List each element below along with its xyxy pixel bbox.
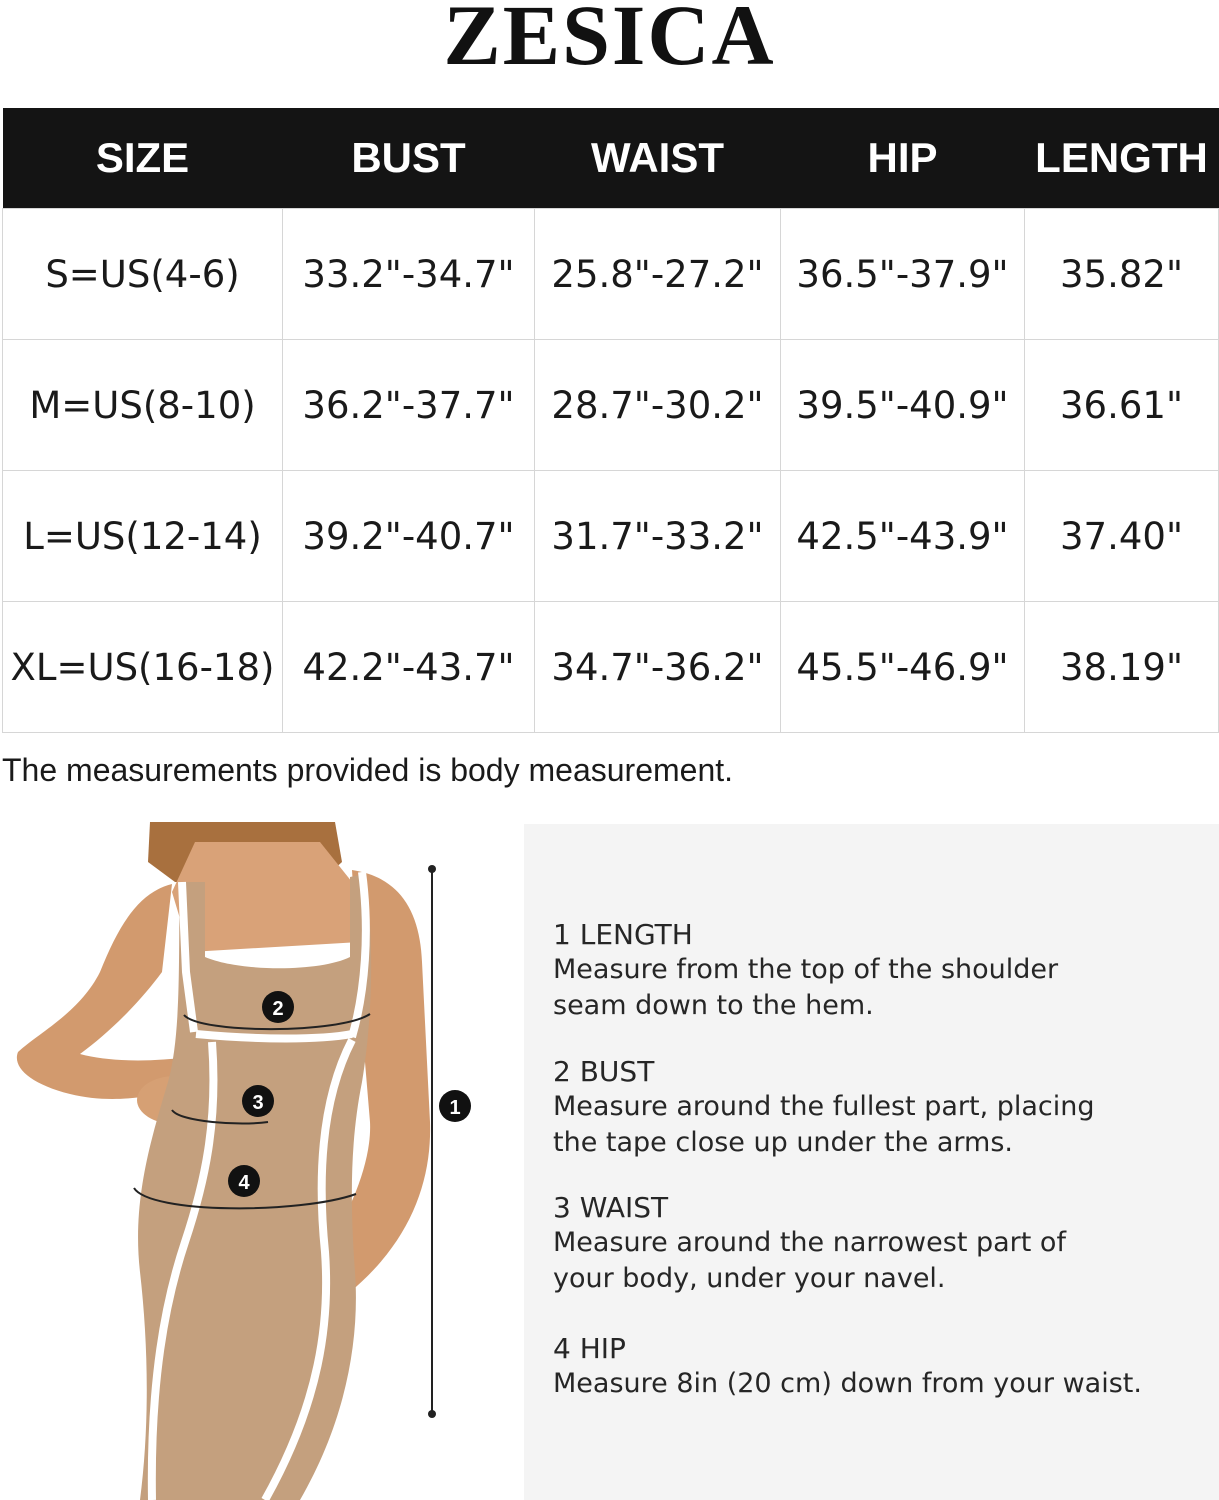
cell-bust: 36.2"-37.7": [283, 340, 535, 471]
brand-logo: ZESICA: [443, 0, 776, 83]
cell-hip: 36.5"-37.9": [781, 209, 1025, 340]
cell-length: 37.40": [1025, 471, 1219, 602]
table-row: [3, 471, 1219, 602]
cell-bust: 42.2"-43.7": [283, 602, 535, 733]
dress-model-illustration: [0, 822, 500, 1500]
length-measure-bottom-dot: [428, 1410, 436, 1418]
instruction-text: Measure 8in (20 cm) down from your waist.: [553, 1368, 1142, 1399]
header-waist: WAIST: [535, 108, 781, 209]
instruction-text: the tape close up under the arms.: [553, 1127, 1013, 1158]
marker-1-label: 1: [449, 1097, 461, 1119]
marker-3-label: 3: [252, 1092, 264, 1114]
table-header-row: [3, 108, 1219, 209]
cell-waist: 31.7"-33.2": [535, 471, 781, 602]
header-size: SIZE: [3, 108, 283, 209]
size-chart-table: [2, 108, 1219, 733]
cell-waist: 34.7"-36.2": [535, 602, 781, 733]
cell-waist: 25.8"-27.2": [535, 209, 781, 340]
cell-hip: 42.5"-43.9": [781, 471, 1025, 602]
cell-bust: 39.2"-40.7": [283, 471, 535, 602]
marker-2-label: 2: [272, 998, 284, 1020]
cell-length: 38.19": [1025, 602, 1219, 733]
measurement-note: The measurements provided is body measurement.: [2, 752, 734, 788]
instruction-waist: [553, 1191, 1193, 1297]
marker-4-label: 4: [238, 1172, 250, 1194]
cell-length: 35.82": [1025, 209, 1219, 340]
instruction-title: 4 HIP: [553, 1332, 626, 1365]
header-length: LENGTH: [1025, 108, 1219, 209]
cell-waist: 28.7"-30.2": [535, 340, 781, 471]
cell-hip: 45.5"-46.9": [781, 602, 1025, 733]
instruction-hip: [553, 1332, 1193, 1402]
cell-size: L=US(12-14): [3, 471, 283, 602]
instruction-title: 2 BUST: [553, 1055, 655, 1088]
instruction-text: your body, under your navel.: [553, 1263, 946, 1294]
cell-hip: 39.5"-40.9": [781, 340, 1025, 471]
header-hip: HIP: [781, 108, 1025, 209]
instruction-title: 3 WAIST: [553, 1191, 669, 1224]
instruction-text: Measure around the narrowest part of: [553, 1227, 1066, 1258]
cell-length: 36.61": [1025, 340, 1219, 471]
cell-size: XL=US(16-18): [3, 602, 283, 733]
cell-size: S=US(4-6): [3, 209, 283, 340]
skin-left-arm: [17, 884, 190, 1099]
instruction-text: Measure from the top of the shoulder: [553, 954, 1059, 985]
instruction-title: 1 LENGTH: [553, 918, 693, 951]
table-row: [3, 340, 1219, 471]
table-row: [3, 209, 1219, 340]
instruction-bust: [553, 1055, 1193, 1161]
cell-bust: 33.2"-34.7": [283, 209, 535, 340]
instruction-text: Measure around the fullest part, placing: [553, 1091, 1095, 1122]
header-bust: BUST: [283, 108, 535, 209]
instruction-text: seam down to the hem.: [553, 990, 874, 1021]
cell-size: M=US(8-10): [3, 340, 283, 471]
instruction-length: [553, 918, 1193, 1024]
dress-piping-bust: [196, 1034, 352, 1039]
length-measure-top-dot: [428, 865, 436, 873]
table-row: [3, 602, 1219, 733]
